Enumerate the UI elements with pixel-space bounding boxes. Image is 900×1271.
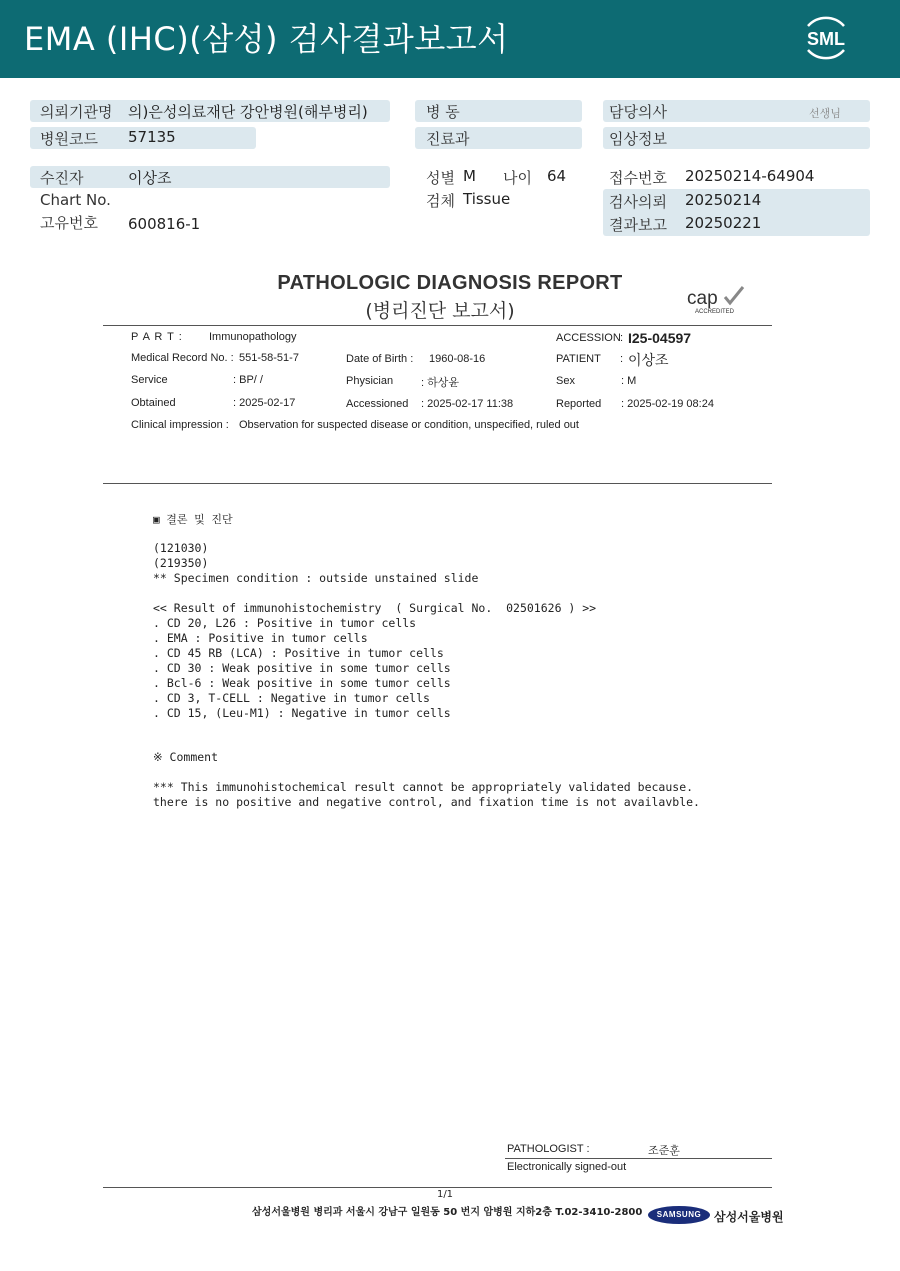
cap-accredited-text: ACCREDITED: [695, 309, 735, 315]
samsung-logo-text: SAMSUNG: [656, 1210, 702, 1219]
ward-label: 병 동: [426, 103, 460, 121]
comment-line: there is no positive and negative control, and fixation time is not availavble.: [153, 795, 700, 809]
diagnosis-body-line: . CD 30 : Weak positive in some tumor cells: [153, 661, 451, 675]
dob-label: Date of Birth :: [346, 353, 414, 365]
signed-out-text: Electronically signed-out: [507, 1161, 627, 1173]
request-value: 20250214: [685, 191, 762, 209]
chart-no-label: Chart No.: [40, 191, 111, 209]
footer-divider: [103, 1187, 772, 1188]
comment-heading: ※ Comment: [153, 750, 219, 764]
accessioned-value: : 2025-02-17 11:38: [421, 398, 514, 410]
diagnosis-body-line: . Bcl-6 : Weak positive in some tumor cells: [153, 676, 451, 690]
sex-value: M: [463, 167, 476, 185]
sex-field-label: Sex: [556, 375, 575, 387]
patient-field-value: 이상조: [628, 352, 669, 368]
report-mid-divider: [103, 483, 772, 484]
part-label: P A R T :: [131, 331, 183, 343]
part-value: Immunopathology: [209, 331, 297, 343]
accession-label: ACCESSION: [556, 332, 621, 344]
physician-value: : 하상윤: [421, 377, 459, 389]
comment-line: *** This immunohistochemical result cannot be appropriately validated because.: [153, 780, 694, 794]
service-label: Service: [131, 374, 168, 386]
report-date-value: 20250221: [685, 214, 762, 232]
mrn-value: 551-58-51-7: [239, 352, 299, 364]
id-value: 600816-1: [128, 215, 201, 233]
clinical-info-label: 임상정보: [609, 130, 667, 148]
request-label: 검사의뢰: [609, 193, 667, 211]
report-date-label: 결과보고: [609, 216, 667, 234]
reported-label: Reported: [556, 398, 602, 410]
age-value: 64: [547, 167, 567, 185]
accession-value: I25-04597: [628, 330, 692, 346]
patient-value: 이상조: [128, 169, 172, 187]
clinical-impression-value: Observation for suspected disease or condition, unspecified, ruled out: [239, 419, 579, 431]
pathologist-value: 조준훈: [648, 1145, 680, 1157]
specimen-label: 검체: [426, 192, 455, 210]
physician-label: Physician: [346, 375, 394, 387]
institution-value: 의)은성의료재단 강안병원(해부병리): [128, 103, 368, 121]
diagnosis-body-line: (219350): [153, 556, 209, 570]
sex-label: 성별: [426, 169, 455, 187]
diagnosis-body-line: (121030): [153, 541, 209, 555]
accessioned-label: Accessioned: [346, 398, 409, 410]
dob-value: 1960-08-16: [429, 353, 486, 365]
mrn-label: Medical Record No. :: [131, 352, 234, 364]
patient-field-label: PATIENT: [556, 353, 601, 365]
institution-label: 의뢰기관명: [40, 103, 113, 121]
patient-label: 수진자: [40, 169, 84, 187]
age-label: 나이: [503, 169, 532, 187]
diagnosis-body-line: . CD 3, T-CELL : Negative in tumor cells: [153, 691, 430, 705]
sml-logo-icon: [800, 12, 852, 64]
page-number: 1/1: [436, 1189, 454, 1200]
diagnosis-body-line: . CD 15, (Leu-M1) : Negative in tumor cells: [153, 706, 451, 720]
specimen-value: Tissue: [463, 190, 511, 208]
diagnosis-body-line: . CD 20, L26 : Positive in tumor cells: [153, 616, 417, 630]
doctor-suffix: 선생님: [809, 107, 841, 120]
obtained-value: : 2025-02-17: [233, 397, 296, 409]
sex-field-value: : M: [621, 375, 637, 387]
patient-row-bg: [30, 166, 390, 188]
page-title: EMA (IHC)(삼성) 검사결과보고서: [24, 20, 509, 58]
cap-logo-text: cap: [687, 288, 718, 309]
receipt-value: 20250214-64904: [685, 167, 815, 185]
hospital-code-value: 57135: [128, 128, 176, 146]
reported-value: : 2025-02-19 08:24: [621, 398, 714, 410]
sml-logo-text: SML: [807, 29, 845, 49]
hospital-code-label: 병원코드: [40, 130, 98, 148]
receipt-label: 접수번호: [609, 169, 667, 187]
diagnosis-body-line: ** Specimen condition : outside unstained slide: [153, 571, 479, 585]
diagnosis-body-line: << Result of immunohistochemistry ( Surgical No. 02501626 ) >>: [153, 601, 597, 615]
pathologist-label: PATHOLOGIST :: [507, 1143, 590, 1155]
section-heading: ▣ 결론 및 진단: [153, 513, 233, 526]
clinical-impression-label: Clinical impression :: [131, 419, 229, 431]
samsung-logo: [648, 1206, 710, 1224]
id-label: 고유번호: [40, 214, 98, 232]
hospital-logo-text: 삼성서울병원: [714, 1210, 784, 1224]
footer-address: 삼성서울병원 병리과 서울시 강남구 일원동 50 번지 암병원 지하2층 T.02-3410-2800: [252, 1207, 643, 1218]
service-value: : BP/ /: [233, 374, 263, 386]
report-top-divider: [103, 325, 772, 326]
department-label: 진료과: [426, 130, 470, 148]
doctor-label: 담당의사: [609, 103, 667, 121]
signature-divider: [505, 1158, 772, 1159]
diagnosis-body-line: . CD 45 RB (LCA) : Positive in tumor cells: [153, 646, 444, 660]
diagnosis-body-line: . EMA : Positive in tumor cells: [153, 631, 368, 645]
obtained-label: Obtained: [131, 397, 176, 409]
report-title: PATHOLOGIC DIAGNOSIS REPORT: [277, 272, 623, 294]
cap-accredited-logo: [685, 283, 751, 315]
report-subtitle: (병리진단 보고서): [365, 300, 515, 322]
